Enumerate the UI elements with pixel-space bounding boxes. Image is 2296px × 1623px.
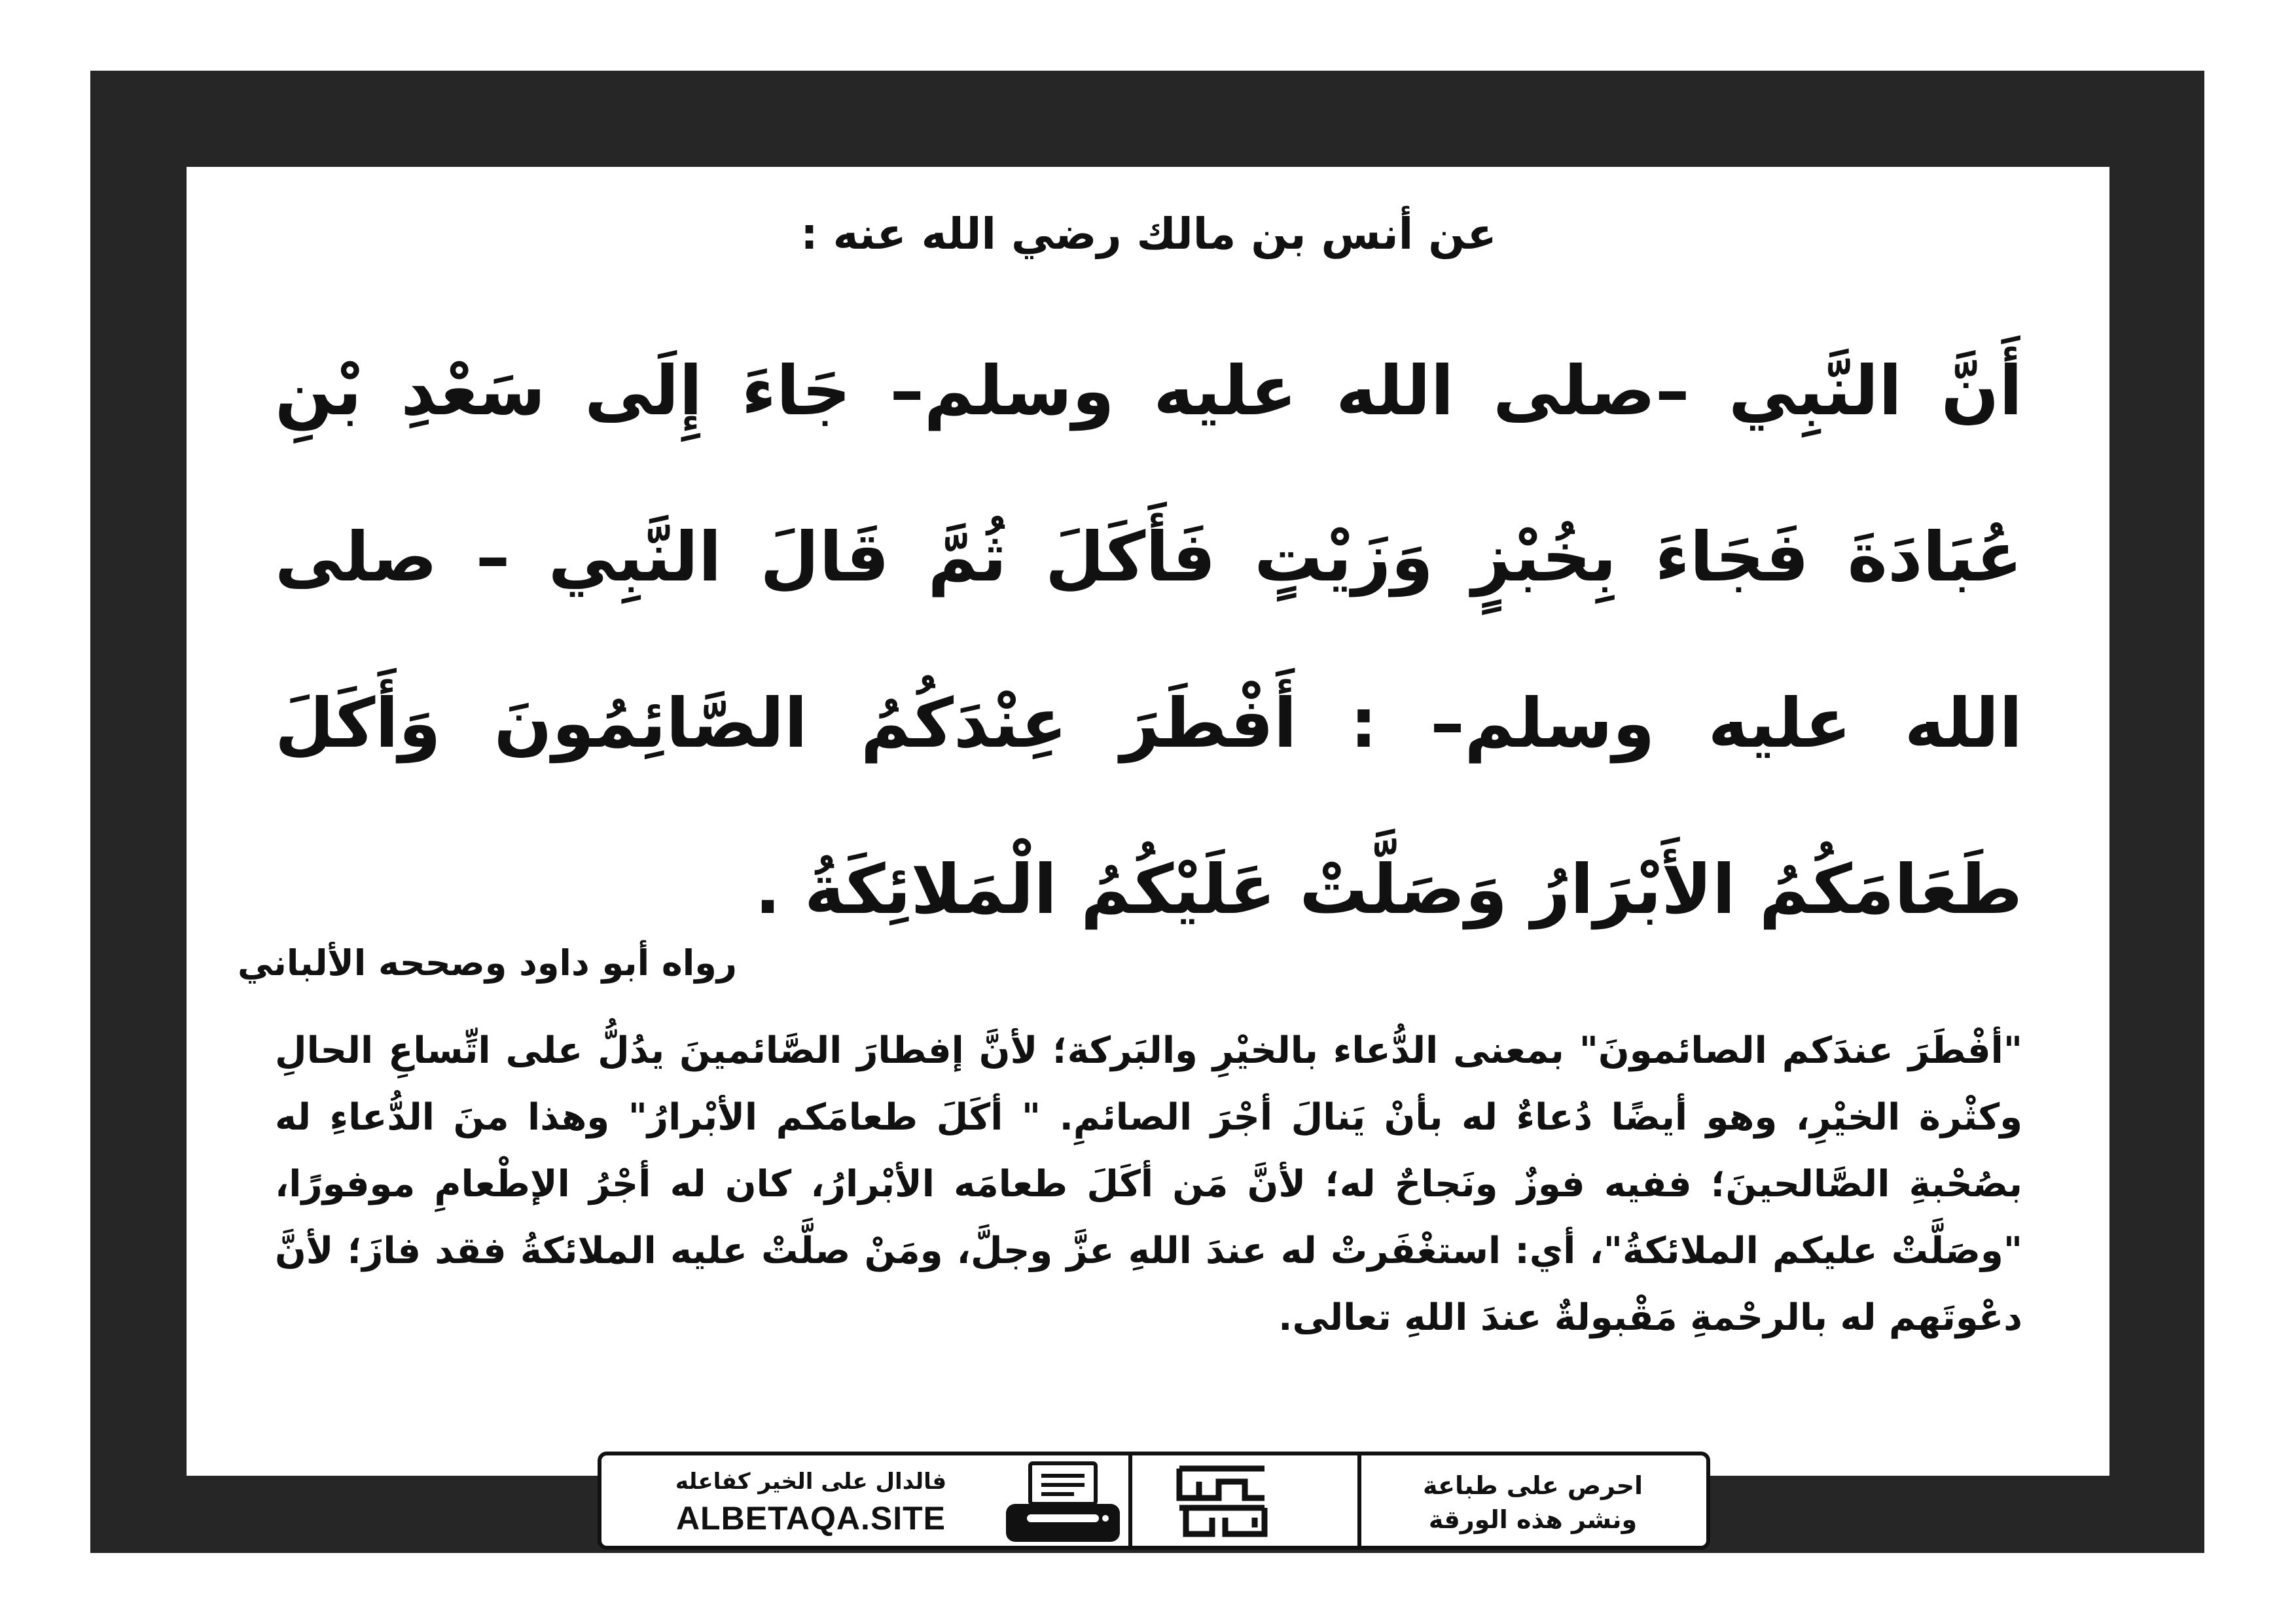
- hadith-line-2: عُبَادَةَ فَجَاءَ بِخُبْزٍ وَزَيْتٍ فَأَكَلَ ثُمَّ قَالَ النَّبِي – صلى: [275, 517, 2022, 597]
- footer-website: [628, 1465, 994, 1538]
- hadith-line-3: الله عليه وسلم– : أَفْطَرَ عِنْدَكُمُ الصَّائِمُونَ وَأَكَلَ: [275, 683, 2022, 763]
- footer-divider-right: [1357, 1455, 1361, 1546]
- logo-mark-icon: [1173, 1462, 1271, 1541]
- cta-line-1: احرص على طباعة: [1422, 1471, 1643, 1500]
- hadith-line-4: طَعَامَكُمُ الأَبْرَارُ وَصَلَّتْ عَلَيْكُمُ الْمَلائِكَةُ .: [755, 849, 2022, 929]
- explanation-text: "أفْطَرَ عندَكم الصائمونَ" بمعنى الدُّعاء بالخيْرِ والبَركة؛ لأنَّ إفطارَ الصَّائمينَ يدُلُّ على اتِّساعِ الحالِ وكثْرة الخيْرِ، وهو أيضًا دُعاءٌ له بأنْ يَنالَ أجْرَ الصائمِ. " أكَلَ طعامَكم الأبْرارُ" وهذا منَ الدُّعاءِ له بصُحْبةِ الصَّالحينَ؛ ففيه فوزٌ ونَجاحٌ له؛ لأنَّ مَن أكَلَ طعامَه الأبْرارُ، كان له أجْرُ الإطْعامِ موفورًا، "وصَلَّتْ عليكم الملائكةُ"، أي: استغْفَرتْ له عندَ اللهِ عزَّ وجلَّ، ومَنْ صلَّتْ عليه الملائكةُ فقد فازَ؛ لأنَّ دعْوتَهم له بالرحْمةِ مَقْبولةٌ عندَ اللهِ تعالى.: [275, 1029, 2022, 1339]
- footer-slogan: فالدال على الخير كفاعله: [675, 1469, 947, 1495]
- printer-icon: [1001, 1461, 1125, 1544]
- hadith-line-1: أَنَّ النَّبِي –صلى الله عليه وسلم– جَاءَ إِلَى سَعْدِ بْنِ: [275, 351, 2022, 431]
- cta-line-2: ونشر هذه الورقة: [1428, 1505, 1638, 1534]
- hadith-source: رواه أبو داود وصححه الألباني: [238, 942, 737, 984]
- narrator-heading: عن أنس بن مالك رضي الله عنه :: [800, 209, 1497, 259]
- footer-divider-left: [1128, 1455, 1132, 1546]
- hadith-text: [275, 308, 2022, 806]
- print-call-to-action: [1379, 1469, 1687, 1537]
- website-link[interactable]: ALBETAQA.SITE: [675, 1500, 946, 1537]
- footer-bar: [598, 1452, 1710, 1550]
